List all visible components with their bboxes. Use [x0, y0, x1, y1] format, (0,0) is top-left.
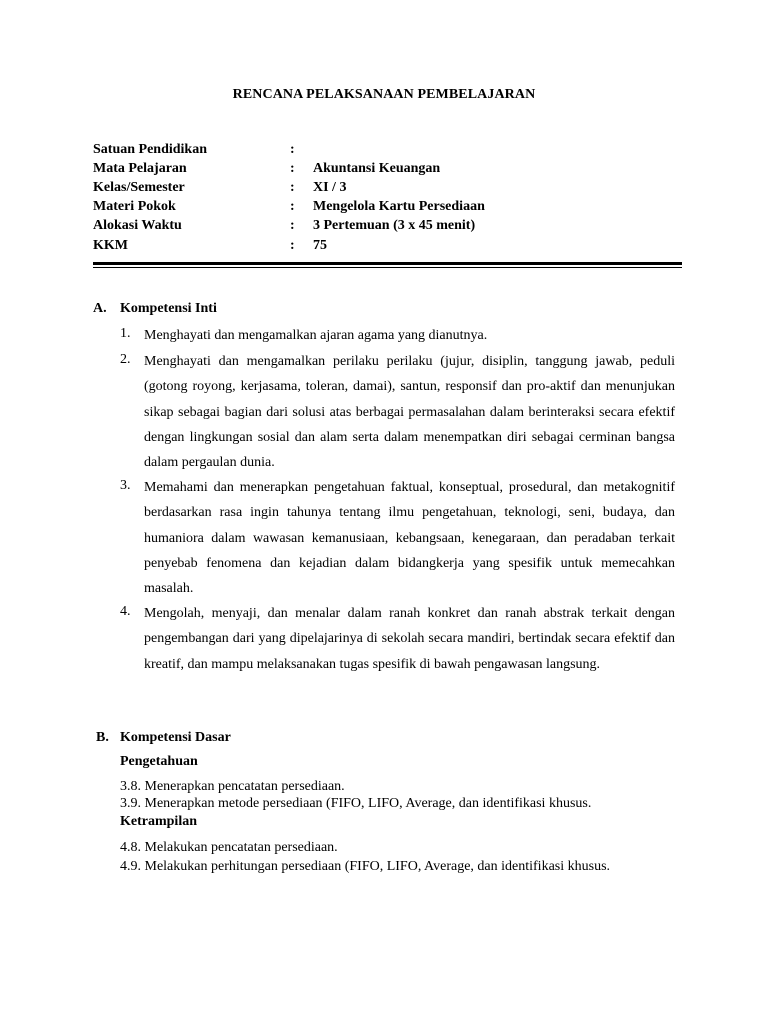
header-rule-thin [93, 267, 682, 268]
document-title: RENCANA PELAKSANAAN PEMBELAJARAN [232, 87, 536, 102]
section-title: Kompetensi Inti [120, 301, 217, 316]
ki-number: 4. [120, 604, 131, 619]
ki-number: 1. [120, 326, 131, 341]
kd-ketrampilan-item: 4.8. Melakukan pencatatan persediaan. [120, 840, 338, 855]
info-label: Mata Pelajaran [93, 161, 187, 176]
info-colon: : [290, 218, 295, 233]
info-label: Kelas/Semester [93, 180, 185, 195]
kd-pengetahuan-item: 3.8. Menerapkan pencatatan persediaan. [120, 779, 345, 794]
pengetahuan-heading: Pengetahuan [120, 754, 198, 769]
kd-ketrampilan-item: 4.9. Melakukan perhitungan persediaan (FIFO, LIFO, Average, dan identifikasi khusus. [120, 859, 611, 874]
header-rule-thick [93, 262, 682, 265]
info-colon: : [290, 161, 295, 176]
ki-text: Memahami dan menerapkan pengetahuan faktual, konseptual, prosedural, dan metakognitif berdasarkan rasa ingin tahunya tentang ilmu pengetahuan, teknologi, seni, budaya, dan humaniora dalam wawasan kemanusiaan, kebangsaan, kenegaraan, dan peradaban terkait penyebab fenomena dan kejadian dalam bidangkerja yang spesifik untuk memecahkan masalah. [144, 480, 675, 597]
ki-text: Menghayati dan mengamalkan perilaku perilaku (jujur, disiplin, tanggung jawab, peduli (gotong royong, kerjasama, toleran, damai), santun, responsif dan pro-aktif dan menunjukan sikap sebagai bagian dari solusi atas berbagai permasalahan dalam berinteraksi secara efektif dengan lingkungan sosial dan alam serta dalam menempatkan diri sebagai cerminan bangsa dalam pergaulan dunia. [144, 354, 675, 471]
info-label: Alokasi Waktu [93, 218, 182, 233]
ki-text: Mengolah, menyaji, dan menalar dalam ranah konkret dan ranah abstrak terkait dengan pengembangan dari yang dipelajarinya di sekolah secara mandiri, bertindak secara efektif dan kreatif, dan mampu melaksanakan tugas spesifik di bawah pengawasan langsung. [144, 606, 675, 672]
info-label: Materi Pokok [93, 199, 176, 214]
section-letter: B. [96, 730, 109, 745]
info-colon: : [290, 180, 295, 195]
info-value: Akuntansi Keuangan [313, 161, 441, 176]
ki-number: 3. [120, 478, 131, 493]
info-value: 75 [313, 238, 327, 253]
info-value: Mengelola Kartu Persediaan [313, 199, 485, 214]
info-colon: : [290, 142, 295, 157]
kd-pengetahuan-item: 3.9. Menerapkan metode persediaan (FIFO, LIFO, Average, dan identifikasi khusus. [120, 796, 592, 811]
ki-text: Menghayati dan mengamalkan ajaran agama yang dianutnya. [144, 328, 488, 343]
info-colon: : [290, 238, 295, 253]
info-value: 3 Pertemuan (3 x 45 menit) [313, 218, 476, 233]
ketrampilan-heading: Ketrampilan [120, 814, 197, 829]
section-letter: A. [93, 301, 107, 316]
info-value: XI / 3 [313, 180, 347, 195]
info-colon: : [290, 199, 295, 214]
info-label: KKM [93, 238, 128, 253]
info-label: Satuan Pendidikan [93, 142, 207, 157]
ki-number: 2. [120, 352, 131, 367]
section-title: Kompetensi Dasar [120, 730, 231, 745]
